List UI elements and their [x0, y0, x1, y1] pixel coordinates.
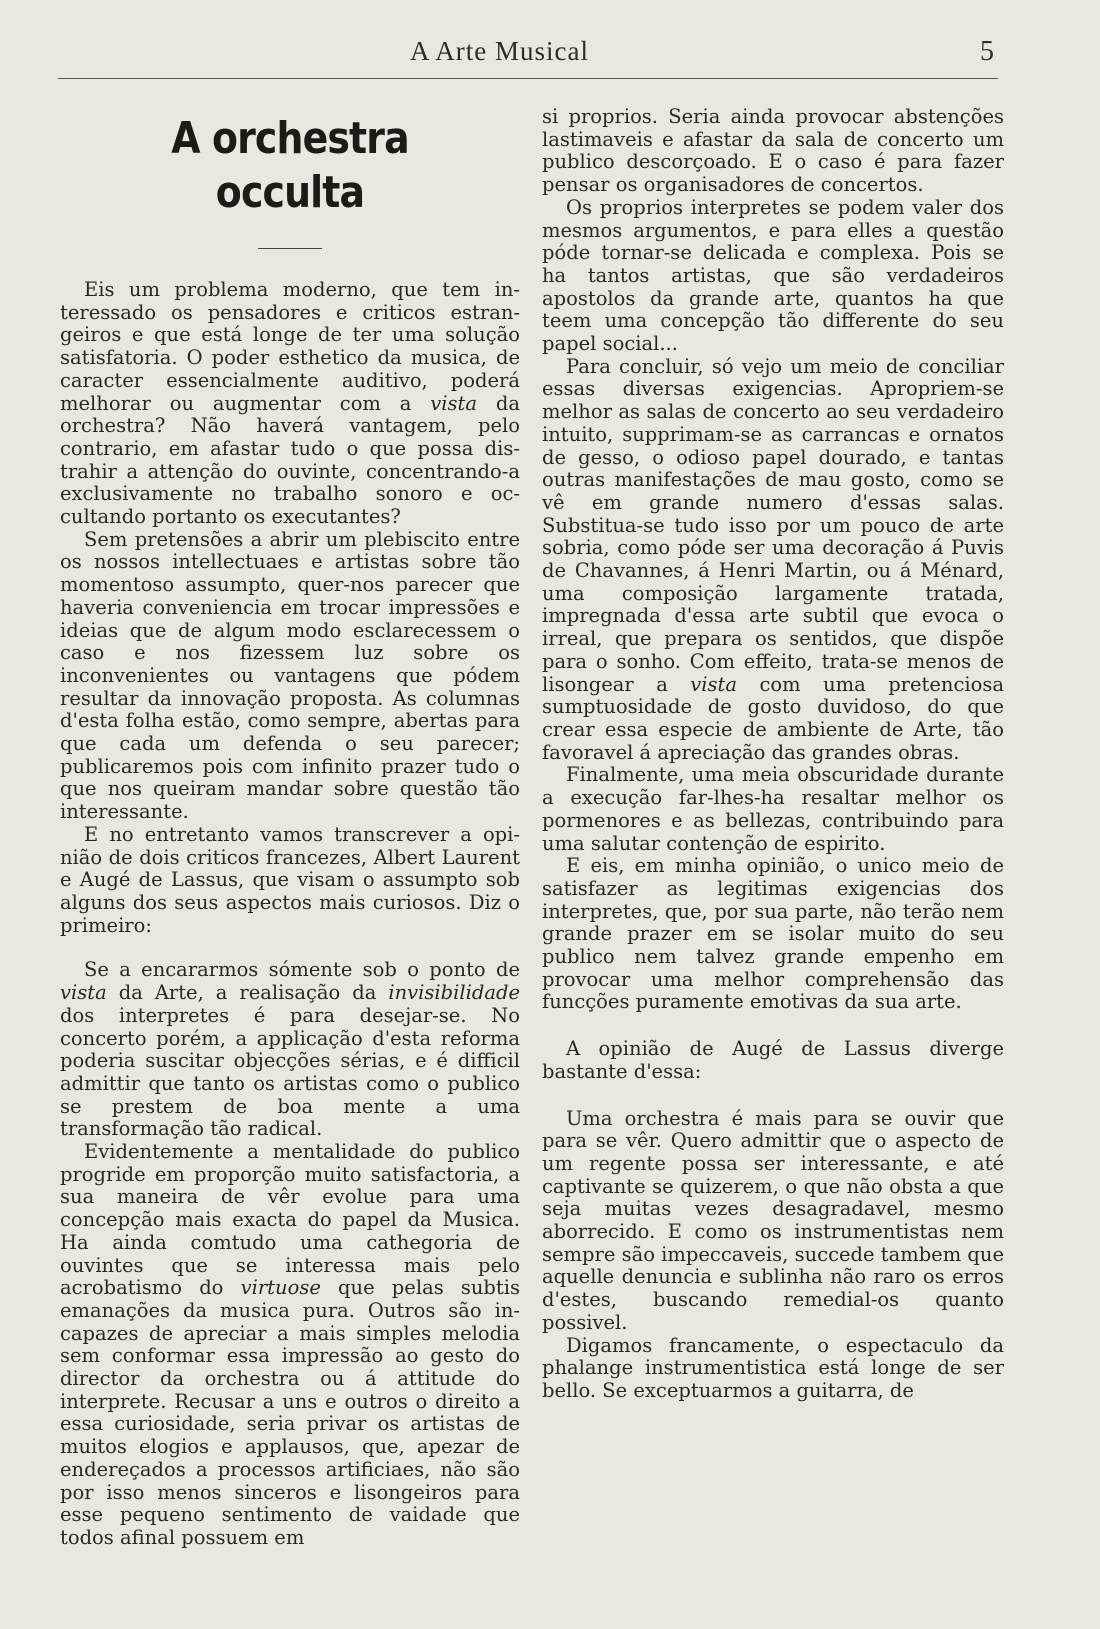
paragraph: Sem pretensões a abrir um plebiscito entre os nossos intellectuaes e artistas sobre tão momentoso assumpto, quer-nos parecer que haveria conveniencia em trocar impressões e ideias que de algum modo esclarecessem o caso e nos fizessem luz sobre os inconvenientes ou vantagens que pódem resultar da innovação proposta. As columnas d'esta folha estão, como sempre, abertas para que cada um defenda o seu parecer; publicaremos pois com infinito prazer tudo o que nos queiram mandar sobre questão tão interessante.	[60, 527, 520, 824]
page-number: 5	[980, 36, 994, 67]
right-column	[542, 106, 1004, 1403]
quote-paragraph: si proprios. Seria ainda provocar abstenções lastimaveis e afastar da sala de concerto um publico descorçoado. E o caso é para fazer pensar os organisadores de concertos.	[542, 105, 1004, 197]
paragraph: Eis um problema moderno, que tem interessado os pensadores e criticos estrangeiros e que está longe de ter uma solução satisfatoria. O poder esthetico da musica, de caracter essencialmente auditivo, poderá melhorar ou augmentar com a vista da orchestra? Não haverá vantagem, pelo contrario, em afastar tudo o que possa distrahir a attenção do ouvinte, concentrando-a exclusivamente no trabalho sonoro e occultando portanto os executantes?	[60, 278, 520, 529]
left-column	[60, 108, 520, 1550]
quote-paragraph: Evidentemente a mentalidade do publico progride em proporção muito satisfactoria, a sua maneira de vêr evolue para uma concepção mais exacta do papel da Musica. Ha ainda comtudo uma cathegoria de ouvintes que se interessa mais pelo acrobatismo do virtuose que pelas subtis emanações da musica pura. Outros são incapazes de apreciar a mais simples melodia sem conformar essa impressão ao gesto do director da orchestra ou á attitude do interprete. Recusar a uns e outros o direito a essa curiosidade, seria privar os artistas de muitos elogios e applausos, que, apezar de endereçados a processos artificiaes, não são por isso menos sinceros e lisongeiros para esse pequeno sentimento de vaidade que todos afinal possuem em	[60, 1140, 520, 1549]
title-divider	[258, 248, 322, 249]
article-title: A orchestra occulta	[171, 113, 409, 218]
quote-paragraph: Finalmente, uma meia obscuridade durante a execução far-lhes-ha resaltar melhor os pormenores e as bellezas, contribuindo para uma salutar contenção de espirito.	[542, 763, 1004, 855]
quote-paragraph: Uma orchestra é mais para se ouvir que para se vêr. Quero admittir que o aspecto de um regente possa ser interessante, e até captivante se quizerem, o que não obsta a que seja muitas vezes desagradavel, mesmo aborrecido. E como os instrumentistas nem sempre são impeccaveis, succede tambem que aquelle denuncia e sublinha não raro os erros d'estes, buscando remedial-os quanto possivel.	[542, 1106, 1004, 1334]
running-head	[0, 30, 1100, 70]
paragraph: A opinião de Augé de Lassus diverge bastante d'essa:	[542, 1037, 1004, 1083]
quote-paragraph: Se a encararmos sómente sob o ponto de vista da Arte, a realisação da invisibilidade dos interpretes é para desejar-se. No concerto porém, a applicação d'esta reforma poderia suscitar objecções sérias, e é difficil admittir que tanto os artistas como o publico se prestem de boa mente a uma transformação tão radical.	[60, 958, 520, 1141]
header-rule	[58, 78, 998, 79]
quote-paragraph: E eis, em minha opinião, o unico meio de satisfazer as legitimas exigencias dos interpretes, que, por sua parte, não terão nem grande prazer em se isolar muito do seu publico nem talvez grande empenho em provocar uma melhor comprehensão das funcções puramente emotivas da sua arte.	[542, 854, 1004, 1014]
quote-paragraph: Para concluir, só vejo um meio de conciliar essas diversas exigencias. Apropriem-se melhor as salas de concerto ao seu verdadeiro intuito, supprimam-se as carrancas e ornatos de gesso, o odioso papel dourado, e tantas outras manifestações de mau gosto, como se vê em grande numero d'essas salas. Substitua-se tudo isso por um pouco de arte sobria, como póde ser uma decoração á Puvis de Chavannes, á Henri Martin, ou á Ménard, uma composição largamente tratada, impregnada d'essa arte subtil que evoca o irreal, que prepara os sentidos, que dispõe para o sonho. Com effeito, trata-se menos de lisongear a vista com uma pretenciosa sumptuosidade de gosto duvidoso, do que crear essa especie de ambiente de Arte, tão favoravel á apreciação das grandes obras.	[542, 354, 1004, 764]
journal-title: A Arte Musical	[410, 36, 589, 66]
quote-paragraph: Digamos francamente, o espectaculo da phalange instrumentistica está longe de ser bello. Se exceptuarmos a guitarra, de	[542, 1333, 1004, 1402]
quote-paragraph: Os proprios interpretes se podem valer dos mesmos argumentos, e para elles a questão póde tornar-se delicada e complexa. Pois se ha tantos artistas, que são verdadeiros apostolos da grande arte, quantos ha que teem uma concepção tão differente do seu papel social...	[542, 195, 1004, 356]
paragraph: E no entretanto vamos transcrever a opinião de dois criticos francezes, Albert Laurent e Augé de Lassus, que visam o assumpto sob alguns dos seus aspectos mais curiosos. Diz o primeiro:	[60, 822, 520, 937]
